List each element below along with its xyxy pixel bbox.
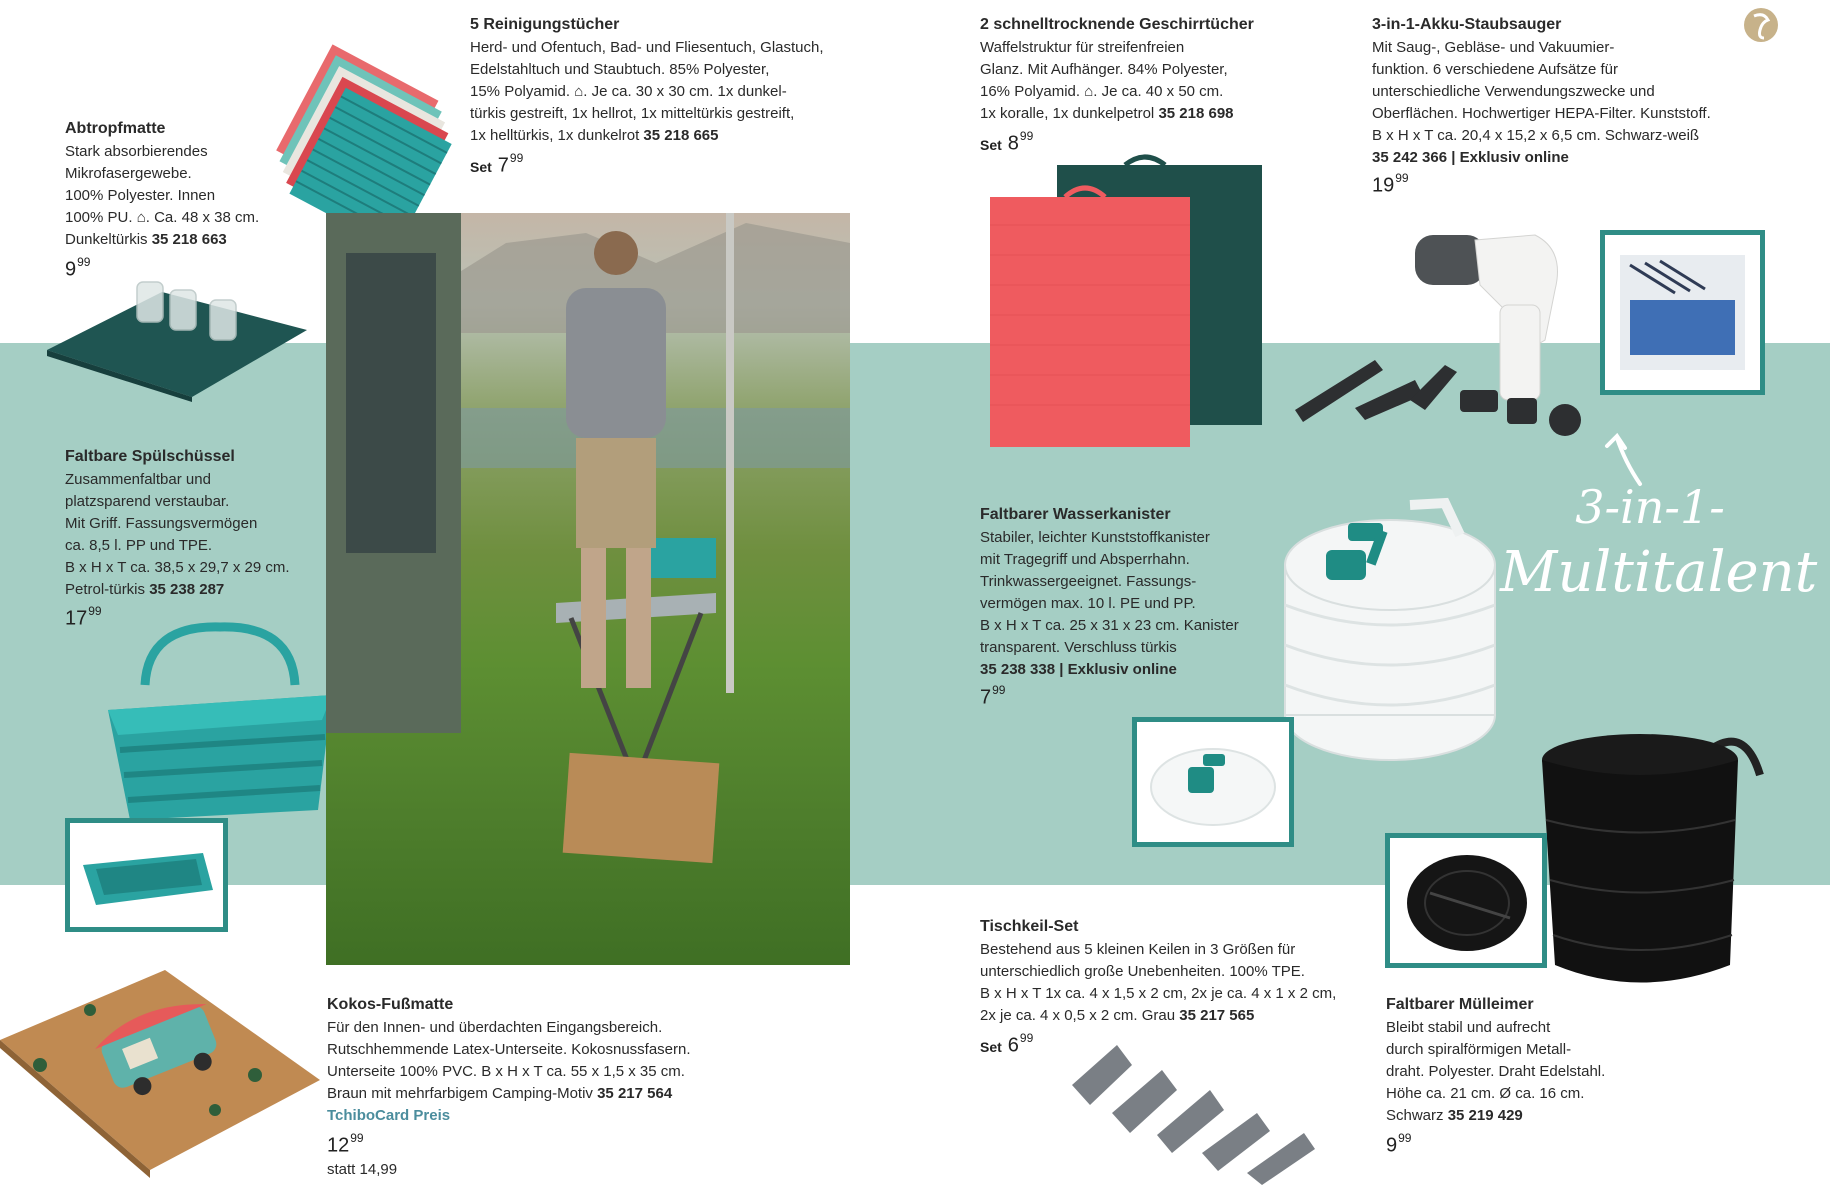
desc-line: B x H x T 1x ca. 4 x 1,5 x 2 cm, 2x je ca. 4 x 1 x 2 cm, [980,985,1337,1002]
article-number: 35 219 429 [1447,1107,1523,1124]
desc-line: Höhe ca. 21 cm. Ø ca. 16 cm. [1386,1085,1585,1102]
desc-line: 15% Polyamid. ⌂. Je ca. 30 x 30 cm. 1x dunkel- [470,83,787,100]
color-name: Petrol-türkis [65,581,146,598]
article-number: 35 218 665 [643,127,719,144]
desc-line: 1x koralle, 1x dunkelpetrol [980,105,1155,122]
product-spuelschuessel [65,446,290,601]
desc-line: 2x je ca. 4 x 0,5 x 2 cm. Grau [980,1007,1176,1024]
desc-line: 16% Polyamid. ⌂. Je ca. 40 x 50 cm. [980,83,1224,100]
color-name: Dunkeltürkis [65,231,148,248]
desc-line: durch spiralförmigen Metall- [1386,1041,1572,1058]
desc-line: 1x helltürkis, 1x dunkelrot [470,127,640,144]
multitalent-script-line2: Multitalent [1500,540,1818,605]
dish-towels-image [985,155,1265,450]
desc-line: Mikrofasergewebe. [65,165,192,182]
product-tischkeil [980,916,1336,1027]
product-title: 2 schnelltrocknende Geschirrtücher [980,16,1254,33]
price-wasserkanister: $7^{99}$ [980,683,1006,709]
desc-line: mit Tragegriff und Absperrhahn. [980,551,1190,568]
product-title: Faltbarer Mülleimer [1386,996,1534,1013]
price-tischkeil: Set $6^{99}$ [980,1031,1034,1057]
desc-line: Trinkwassergeeignet. Fassungs- [980,573,1197,590]
desc-line: unterschiedlich große Unebenheiten. 100% TPE. [980,963,1305,980]
article-number: 35 242 366 [1372,149,1448,166]
price-muelleimer: $9^{99}$ [1386,1131,1412,1157]
price-abtropfmatte: $9^{99}$ [65,255,91,281]
collapsible-basin-image [100,625,340,835]
drying-mat-image [42,272,312,402]
desc-line: B x H x T ca. 20,4 x 15,2 x 6,5 cm. Schwarz-weiß [1372,127,1700,144]
desc-line: Bestehend aus 5 kleinen Keilen in 3 Größen für [980,941,1296,958]
desc-line: Unterseite 100% PVC. B x H x T ca. 55 x 1,5 x 35 cm. [327,1063,685,1080]
desc-line: Für den Innen- und überdachten Eingangsbereich. [327,1019,663,1036]
camping-lifestyle-photo [326,213,850,965]
product-fussmatte [327,994,691,1127]
desc-line: Herd- und Ofentuch, Bad- und Fliesentuch, Glastuch, [470,39,824,56]
desc-line: funktion. 6 verschiedene Aufsätze für [1372,61,1618,78]
handheld-vacuum-image [1295,230,1595,450]
price-spuelschuessel: $17^{99}$ [65,604,102,630]
desc-line: Stark absorbierendes [65,143,208,160]
color-name: Schwarz [1386,1107,1444,1124]
desc-line: B x H x T ca. 25 x 31 x 23 cm. Kanister [980,617,1239,634]
article-number: 35 238 338 [980,661,1056,678]
product-title: 5 Reinigungstücher [470,16,620,33]
tchibocard-price-label: TchiboCard Preis [327,1107,451,1124]
table-wedges-image [1072,1035,1317,1185]
desc-line: Edelstahltuch und Staubtuch. 85% Polyester, [470,61,770,78]
desc-line: Waffelstruktur für streifenfreien [980,39,1185,56]
article-number: 35 238 287 [149,581,225,598]
curved-arrow-icon [1605,432,1645,487]
coco-doormat-image [0,970,320,1180]
multitalent-script-line1: 3-in-1- [1575,480,1725,534]
product-title: Faltbare Spülschüssel [65,448,235,465]
product-title: Tischkeil-Set [980,918,1079,935]
desc-line: 100% Polyester. Innen [65,187,216,204]
desc-line: B x H x T ca. 38,5 x 29,7 x 29 cm. [65,559,290,576]
desc-line: Bleibt stabil und aufrecht [1386,1019,1551,1036]
article-number: 35 217 564 [597,1085,673,1102]
desc-line: türkis gestreift, 1x hellrot, 1x mitteltürkis gestreift, [470,105,795,122]
product-wasserkanister: Faltbarer Wasserkanister Stabiler, leichter Kunststoffkanister mit Tragegriff und Absperrhahn. Trinkwassergeeignet. Fassungs- vermögen max. 10 l. PE und PP. B x H x T ca. 25 x 31 x 23 cm. Kanister transparent. Verschluss türkis 35 238 338 | Exklusiv online [980,506,1239,678]
product-title: 3-in-1-Akku-Staubsauger [1372,16,1562,33]
price-geschirrtuecher: Set $8^{99}$ [980,129,1034,155]
old-price-fussmatte: statt 14,99 [327,1161,398,1178]
product-abtropfmatte [65,118,259,251]
exclusive-label: Exklusiv online [1459,149,1569,166]
product-title: Kokos-Fußmatte [327,996,454,1013]
desc-line: draht. Polyester. Draht Edelstahl. [1386,1063,1606,1080]
product-title: Abtropfmatte [65,120,166,137]
product-geschirrtuecher [980,14,1254,125]
vacuum-bag-inset [1600,230,1765,395]
desc-line: Stabiler, leichter Kunststoffkanister [980,529,1210,546]
desc-line: Rutschhemmende Latex-Unterseite. Kokosnussfasern. [327,1041,691,1058]
desc-line: Braun mit mehrfarbigem Camping-Motiv [327,1085,593,1102]
desc-line: transparent. Verschluss türkis [980,639,1177,656]
product-reinigungstuecher [470,14,824,147]
desc-line: vermögen max. 10 l. PE und PP. [980,595,1196,612]
product-title: Faltbarer Wasserkanister [980,506,1171,523]
tchibo-logo-icon [1742,6,1780,44]
canister-lid-inset [1132,717,1294,847]
article-number: 35 218 663 [151,231,227,248]
desc-line: unterschiedliche Verwendungszwecke und [1372,83,1655,100]
trash-bin-folded-inset [1385,833,1547,968]
desc-line: Oberflächen. Hochwertiger HEPA-Filter. Kunststoff. [1372,105,1711,122]
price-staubsauger: $19^{99}$ [1372,171,1409,197]
desc-line: platzsparend verstaubar. [65,493,230,510]
price-fussmatte: $12^{99}$ [327,1131,364,1157]
desc-line: Mit Saug-, Gebläse- und Vakuumier- [1372,39,1615,56]
desc-line: Glanz. Mit Aufhänger. 84% Polyester, [980,61,1228,78]
product-staubsauger: 3-in-1-Akku-Staubsauger Mit Saug-, Gebläse- und Vakuumier- funktion. 6 verschiedene Aufsätze für unterschiedliche Verwendungszwecke und Oberflächen. Hochwertiger HEPA-Filter. Kunststoff. B x H x T ca. 20,4 x 15,2 x 6,5 cm. Schwarz-weiß 35 242 366 | Exklusiv online [1372,16,1711,166]
desc-line: 100% PU. ⌂. Ca. 48 x 38 cm. [65,209,260,226]
product-muelleimer [1386,994,1605,1127]
desc-line: Zusammenfaltbar und [65,471,211,488]
popup-trash-bin-image [1530,730,1775,1000]
desc-line: ca. 8,5 l. PP und TPE. [65,537,213,554]
water-canister-image [1270,495,1510,765]
basin-folded-inset [65,818,228,932]
desc-line: Mit Griff. Fassungsvermögen [65,515,258,532]
price-reinigungstuecher: Set $7^{99}$ [470,151,524,177]
article-number: 35 218 698 [1158,105,1234,122]
article-number: 35 217 565 [1179,1007,1255,1024]
exclusive-label: Exklusiv online [1067,661,1177,678]
